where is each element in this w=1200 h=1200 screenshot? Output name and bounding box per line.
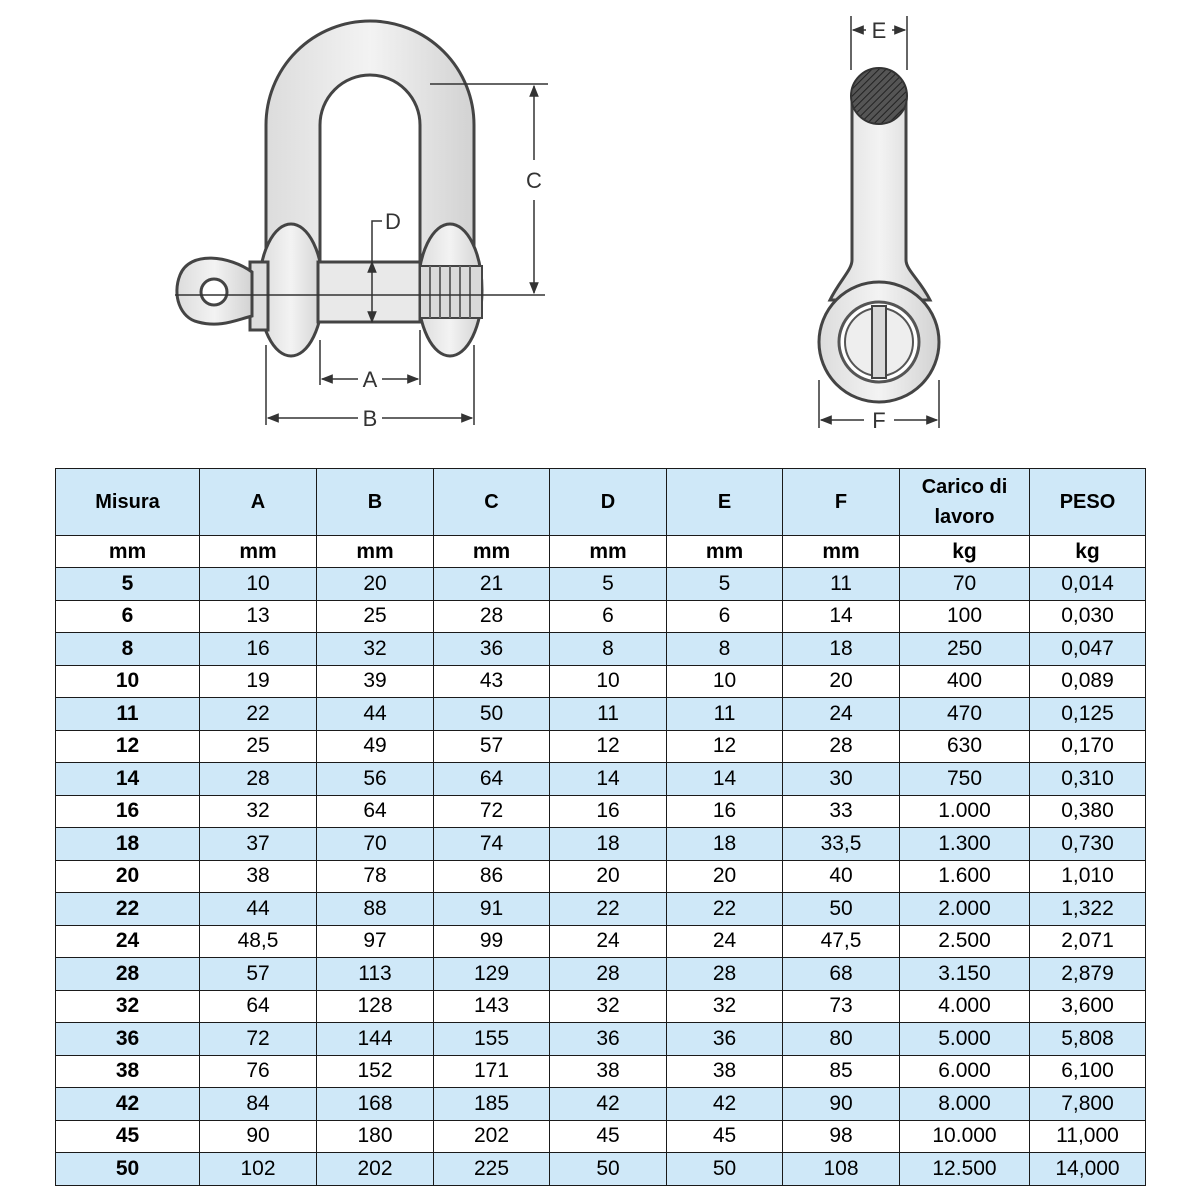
cell-b: 25: [317, 600, 434, 633]
unit-e: mm: [667, 536, 783, 568]
cell-misura: 45: [56, 1120, 200, 1153]
cell-d: 10: [550, 665, 667, 698]
table-row: [56, 1055, 1146, 1088]
cell-a: 28: [200, 763, 317, 796]
cell-b: 32: [317, 633, 434, 666]
cell-e: 16: [667, 795, 783, 828]
cell-carico-di-lavoro: 1.000: [900, 795, 1030, 828]
cell-peso: 7,800: [1030, 1088, 1146, 1121]
cell-carico-di-lavoro: 250: [900, 633, 1030, 666]
cell-e: 12: [667, 730, 783, 763]
cell-d: 16: [550, 795, 667, 828]
col-header-c: C: [434, 469, 550, 536]
table-row: [56, 568, 1146, 601]
cell-c: 99: [434, 925, 550, 958]
cell-b: 56: [317, 763, 434, 796]
cell-carico-di-lavoro: 4.000: [900, 990, 1030, 1023]
col-header-f: F: [783, 469, 900, 536]
dimension-a-label: A: [362, 367, 378, 392]
cell-e: 45: [667, 1120, 783, 1153]
cell-e: 22: [667, 893, 783, 926]
table-row: [56, 828, 1146, 861]
cell-misura: 14: [56, 763, 200, 796]
cell-carico-di-lavoro: 6.000: [900, 1055, 1030, 1088]
cell-e: 50: [667, 1153, 783, 1186]
cell-carico-di-lavoro: 1.300: [900, 828, 1030, 861]
cell-misura: 20: [56, 860, 200, 893]
cell-b: 113: [317, 958, 434, 991]
col-header-b: B: [317, 469, 434, 536]
cell-f: 28: [783, 730, 900, 763]
cell-d: 50: [550, 1153, 667, 1186]
cell-misura: 11: [56, 698, 200, 731]
cell-a: 57: [200, 958, 317, 991]
cell-carico-di-lavoro: 70: [900, 568, 1030, 601]
table-row: [56, 795, 1146, 828]
shackle-diagrams: [0, 0, 1200, 460]
cell-peso: 0,125: [1030, 698, 1146, 731]
cell-e: 38: [667, 1055, 783, 1088]
cell-peso: 0,047: [1030, 633, 1146, 666]
cell-a: 16: [200, 633, 317, 666]
cell-f: 33,5: [783, 828, 900, 861]
cell-d: 12: [550, 730, 667, 763]
cell-c: 64: [434, 763, 550, 796]
cell-b: 44: [317, 698, 434, 731]
cell-a: 19: [200, 665, 317, 698]
cell-b: 144: [317, 1023, 434, 1056]
cell-peso: 14,000: [1030, 1153, 1146, 1186]
cell-misura: 12: [56, 730, 200, 763]
cell-b: 88: [317, 893, 434, 926]
cell-f: 108: [783, 1153, 900, 1186]
cell-misura: 32: [56, 990, 200, 1023]
cell-c: 171: [434, 1055, 550, 1088]
cell-peso: 0,310: [1030, 763, 1146, 796]
col-header-peso: PESO: [1030, 469, 1146, 536]
unit-a: mm: [200, 536, 317, 568]
unit-c: mm: [434, 536, 550, 568]
cell-a: 37: [200, 828, 317, 861]
unit-carico: kg: [900, 536, 1030, 568]
cell-misura: 22: [56, 893, 200, 926]
cell-a: 32: [200, 795, 317, 828]
dimension-e: [851, 16, 907, 70]
cell-carico-di-lavoro: 100: [900, 600, 1030, 633]
unit-misura: mm: [56, 536, 200, 568]
cell-c: 21: [434, 568, 550, 601]
cell-c: 155: [434, 1023, 550, 1056]
cell-c: 72: [434, 795, 550, 828]
cell-e: 36: [667, 1023, 783, 1056]
table-row: [56, 860, 1146, 893]
cell-misura: 36: [56, 1023, 200, 1056]
cell-a: 76: [200, 1055, 317, 1088]
cell-d: 5: [550, 568, 667, 601]
cell-c: 43: [434, 665, 550, 698]
cell-peso: 1,322: [1030, 893, 1146, 926]
cell-c: 202: [434, 1120, 550, 1153]
cell-a: 22: [200, 698, 317, 731]
cell-c: 185: [434, 1088, 550, 1121]
cell-e: 11: [667, 698, 783, 731]
table-row: [56, 763, 1146, 796]
cell-misura: 16: [56, 795, 200, 828]
cell-misura: 6: [56, 600, 200, 633]
cell-d: 18: [550, 828, 667, 861]
cell-misura: 38: [56, 1055, 200, 1088]
cell-carico-di-lavoro: 10.000: [900, 1120, 1030, 1153]
cell-f: 18: [783, 633, 900, 666]
cell-b: 39: [317, 665, 434, 698]
dimension-d-label: D: [385, 209, 401, 234]
cell-f: 30: [783, 763, 900, 796]
cell-b: 49: [317, 730, 434, 763]
cell-b: 168: [317, 1088, 434, 1121]
cell-f: 11: [783, 568, 900, 601]
cell-carico-di-lavoro: 750: [900, 763, 1030, 796]
cell-carico-di-lavoro: 400: [900, 665, 1030, 698]
dimension-f-label: F: [872, 408, 886, 433]
cell-d: 20: [550, 860, 667, 893]
cell-b: 64: [317, 795, 434, 828]
cell-c: 28: [434, 600, 550, 633]
cell-a: 38: [200, 860, 317, 893]
cell-d: 24: [550, 925, 667, 958]
unit-d: mm: [550, 536, 667, 568]
cell-c: 36: [434, 633, 550, 666]
cell-misura: 42: [56, 1088, 200, 1121]
cell-carico-di-lavoro: 1.600: [900, 860, 1030, 893]
table-row: [56, 665, 1146, 698]
cell-d: 11: [550, 698, 667, 731]
cell-peso: 2,071: [1030, 925, 1146, 958]
col-header-misura: Misura: [56, 469, 200, 536]
cell-misura: 10: [56, 665, 200, 698]
cell-e: 10: [667, 665, 783, 698]
cell-f: 50: [783, 893, 900, 926]
cell-b: 78: [317, 860, 434, 893]
cell-peso: 0,380: [1030, 795, 1146, 828]
cell-e: 24: [667, 925, 783, 958]
cell-c: 50: [434, 698, 550, 731]
cell-c: 74: [434, 828, 550, 861]
cell-b: 202: [317, 1153, 434, 1186]
cell-a: 102: [200, 1153, 317, 1186]
table-row: [56, 958, 1146, 991]
cell-d: 38: [550, 1055, 667, 1088]
cell-peso: 2,879: [1030, 958, 1146, 991]
shackle-spec-table: [55, 468, 1146, 1186]
dimension-a: [320, 330, 420, 392]
cell-peso: 6,100: [1030, 1055, 1146, 1088]
cell-f: 14: [783, 600, 900, 633]
col-header-carico-di-lavoro: Carico di lavoro: [900, 469, 1030, 536]
cell-a: 84: [200, 1088, 317, 1121]
cell-peso: 1,010: [1030, 860, 1146, 893]
cell-d: 14: [550, 763, 667, 796]
table-row: [56, 730, 1146, 763]
cell-d: 45: [550, 1120, 667, 1153]
cell-d: 6: [550, 600, 667, 633]
cell-d: 28: [550, 958, 667, 991]
cell-f: 90: [783, 1088, 900, 1121]
cell-a: 90: [200, 1120, 317, 1153]
table-row: [56, 925, 1146, 958]
cell-peso: 0,170: [1030, 730, 1146, 763]
cell-f: 33: [783, 795, 900, 828]
cell-peso: 0,030: [1030, 600, 1146, 633]
cell-e: 8: [667, 633, 783, 666]
table-row: [56, 1153, 1146, 1186]
cell-carico-di-lavoro: 630: [900, 730, 1030, 763]
cell-carico-di-lavoro: 3.150: [900, 958, 1030, 991]
cell-misura: 50: [56, 1153, 200, 1186]
cell-b: 70: [317, 828, 434, 861]
cell-carico-di-lavoro: 5.000: [900, 1023, 1030, 1056]
table-body: [56, 568, 1146, 1186]
cell-c: 86: [434, 860, 550, 893]
cell-e: 28: [667, 958, 783, 991]
shackle-front-view: [175, 21, 545, 356]
cell-f: 24: [783, 698, 900, 731]
col-header-d: D: [550, 469, 667, 536]
cell-f: 98: [783, 1120, 900, 1153]
units-row: [56, 536, 1146, 568]
cell-misura: 18: [56, 828, 200, 861]
cell-peso: 5,808: [1030, 1023, 1146, 1056]
cell-a: 13: [200, 600, 317, 633]
cell-carico-di-lavoro: 2.000: [900, 893, 1030, 926]
cell-d: 42: [550, 1088, 667, 1121]
cell-b: 97: [317, 925, 434, 958]
unit-peso: kg: [1030, 536, 1146, 568]
cell-d: 8: [550, 633, 667, 666]
cell-carico-di-lavoro: 2.500: [900, 925, 1030, 958]
cell-a: 10: [200, 568, 317, 601]
table-row: [56, 893, 1146, 926]
cell-f: 20: [783, 665, 900, 698]
table-row: [56, 1088, 1146, 1121]
cell-d: 32: [550, 990, 667, 1023]
table-row: [56, 633, 1146, 666]
cell-f: 40: [783, 860, 900, 893]
table-row: [56, 1023, 1146, 1056]
cell-peso: 0,730: [1030, 828, 1146, 861]
cell-d: 22: [550, 893, 667, 926]
cell-e: 20: [667, 860, 783, 893]
cell-b: 180: [317, 1120, 434, 1153]
col-header-e: E: [667, 469, 783, 536]
cell-a: 72: [200, 1023, 317, 1056]
unit-f: mm: [783, 536, 900, 568]
unit-b: mm: [317, 536, 434, 568]
cell-misura: 8: [56, 633, 200, 666]
table-row: [56, 698, 1146, 731]
cell-f: 85: [783, 1055, 900, 1088]
cell-carico-di-lavoro: 12.500: [900, 1153, 1030, 1186]
cell-b: 20: [317, 568, 434, 601]
col-header-a: A: [200, 469, 317, 536]
table-row: [56, 1120, 1146, 1153]
cell-peso: 0,089: [1030, 665, 1146, 698]
cell-f: 73: [783, 990, 900, 1023]
cell-e: 18: [667, 828, 783, 861]
cell-e: 6: [667, 600, 783, 633]
cell-e: 42: [667, 1088, 783, 1121]
cell-a: 48,5: [200, 925, 317, 958]
cell-b: 152: [317, 1055, 434, 1088]
cell-a: 25: [200, 730, 317, 763]
cell-carico-di-lavoro: 8.000: [900, 1088, 1030, 1121]
table-row: [56, 990, 1146, 1023]
dimension-b-label: B: [362, 406, 378, 431]
cell-e: 32: [667, 990, 783, 1023]
shackle-side-view: [819, 68, 939, 402]
dimension-c-label: C: [526, 168, 542, 193]
cell-f: 47,5: [783, 925, 900, 958]
cell-peso: 3,600: [1030, 990, 1146, 1023]
cell-f: 68: [783, 958, 900, 991]
header-row: [56, 469, 1146, 536]
cell-e: 14: [667, 763, 783, 796]
dimension-e-label: E: [871, 18, 887, 43]
cell-peso: 11,000: [1030, 1120, 1146, 1153]
cell-misura: 24: [56, 925, 200, 958]
cell-e: 5: [667, 568, 783, 601]
cell-carico-di-lavoro: 470: [900, 698, 1030, 731]
cell-c: 91: [434, 893, 550, 926]
cell-c: 143: [434, 990, 550, 1023]
cell-misura: 28: [56, 958, 200, 991]
table-row: [56, 600, 1146, 633]
cell-c: 57: [434, 730, 550, 763]
cell-peso: 0,014: [1030, 568, 1146, 601]
cell-c: 129: [434, 958, 550, 991]
cell-a: 64: [200, 990, 317, 1023]
cell-d: 36: [550, 1023, 667, 1056]
cell-a: 44: [200, 893, 317, 926]
cell-c: 225: [434, 1153, 550, 1186]
cell-misura: 5: [56, 568, 200, 601]
cell-b: 128: [317, 990, 434, 1023]
cell-f: 80: [783, 1023, 900, 1056]
